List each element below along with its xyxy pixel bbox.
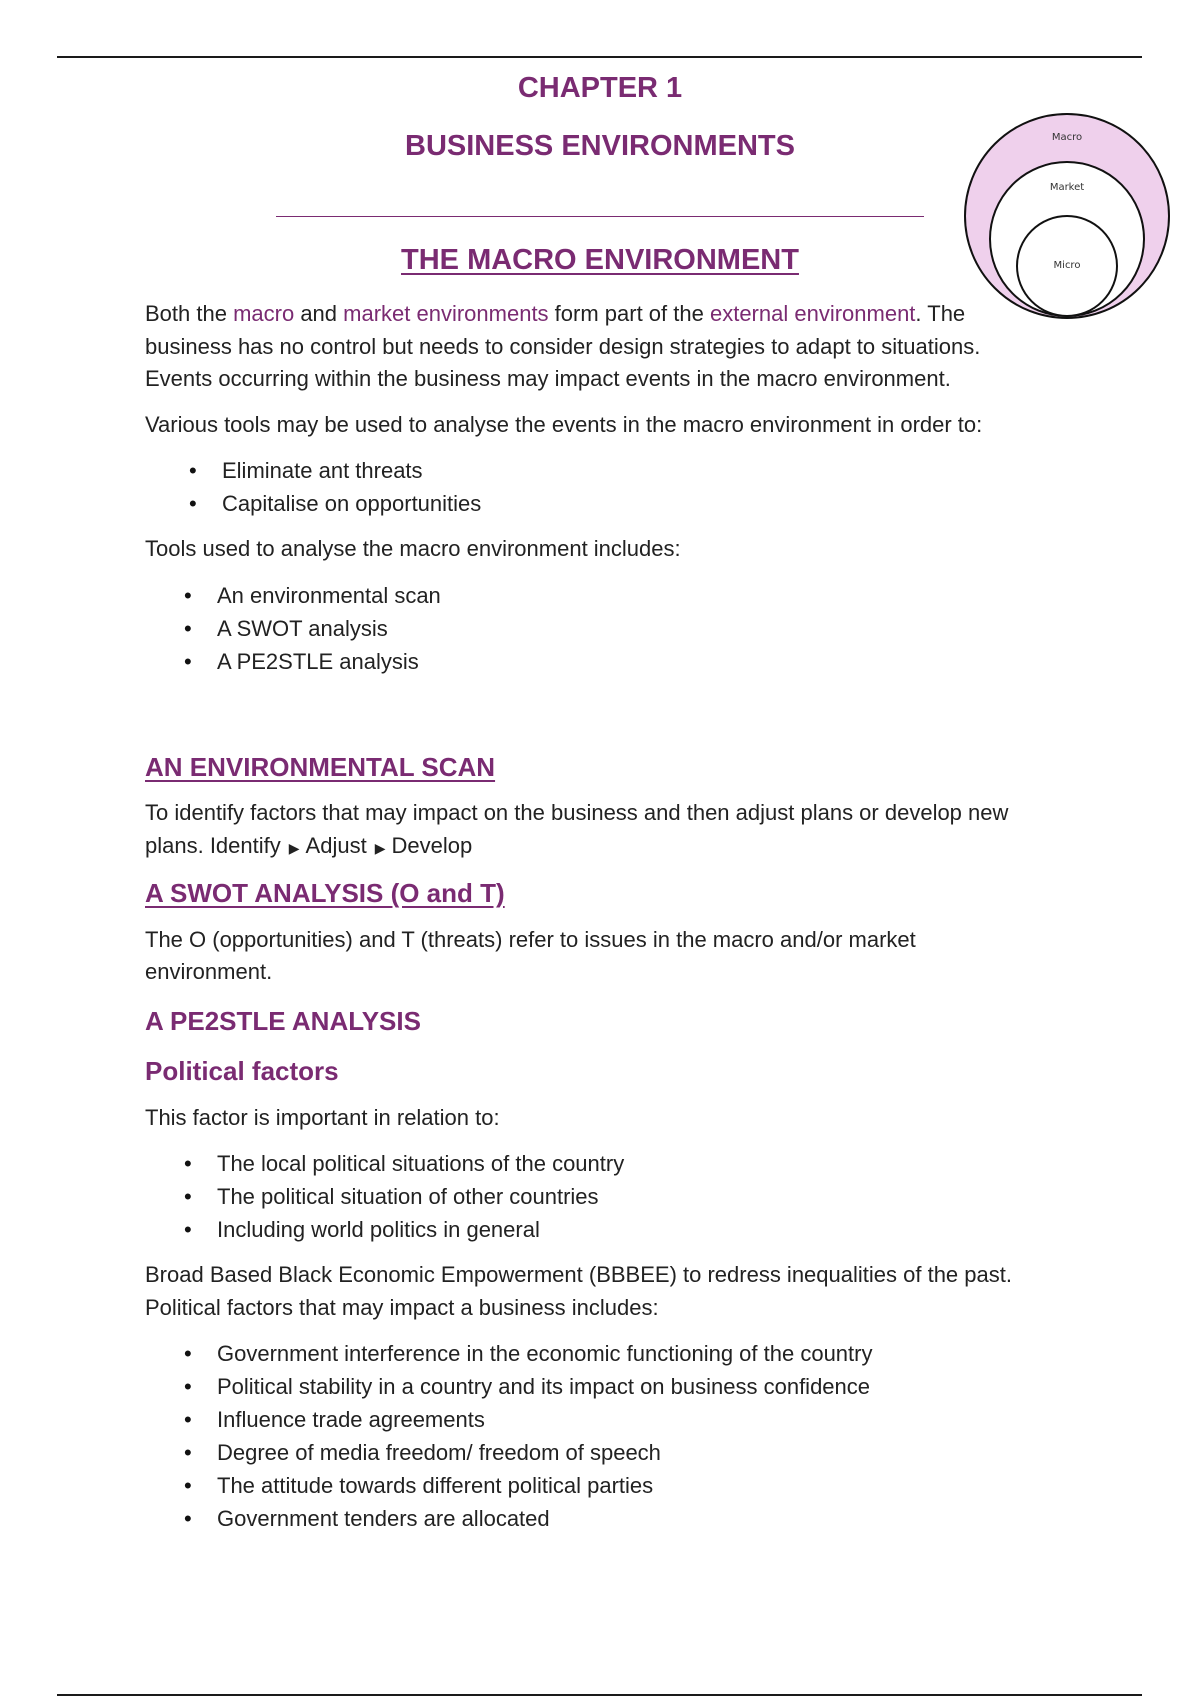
aims-list bbox=[145, 454, 1045, 520]
list-item: • The attitude towards different political parties bbox=[217, 1469, 1045, 1502]
intro-text: form part of the bbox=[548, 301, 710, 326]
political-intro: This factor is important in relation to: bbox=[145, 1104, 500, 1130]
market-label: Market bbox=[1049, 182, 1085, 193]
develop-step: Develop bbox=[391, 832, 473, 858]
adjust-step: Adjust bbox=[305, 832, 367, 858]
list-item: • A PE2STLE analysis bbox=[217, 645, 1045, 678]
top-rule bbox=[57, 56, 1142, 58]
pestle-heading: A PE2STLE ANALYSIS bbox=[145, 1005, 421, 1036]
intro-paragraph bbox=[145, 298, 1045, 396]
arrow-icon: ▶ bbox=[288, 839, 300, 856]
intro-text: Both the bbox=[145, 301, 234, 326]
bottom-rule bbox=[57, 1694, 1142, 1696]
chapter-heading: CHAPTER 1 bbox=[517, 72, 683, 104]
external-term: external environment bbox=[709, 301, 916, 326]
list-item: • The political situation of other countries bbox=[217, 1180, 1045, 1213]
micro-label: Micro bbox=[1053, 260, 1081, 271]
list-item: • Political stability in a country and its impact on business confidence bbox=[217, 1370, 1045, 1403]
list-item: • A SWOT analysis bbox=[217, 612, 1045, 645]
intro-text: and bbox=[294, 301, 344, 326]
list-item: • Degree of media freedom/ freedom of speech bbox=[217, 1436, 1045, 1469]
bbbee-paragraph: Broad Based Black Economic Empowerment (BBBEE) to redress inequalities of the past. Political factors that may impact a business includes: bbox=[145, 1262, 1012, 1320]
tools-list bbox=[145, 579, 1045, 678]
env-scan-text: To identify factors that may impact on the business and then adjust plans or develop new plans. Identify bbox=[145, 800, 1009, 858]
list-item: • Government tenders are allocated bbox=[217, 1502, 1045, 1535]
arrow-icon: ▶ bbox=[374, 839, 386, 856]
list-item: • Influence trade agreements bbox=[217, 1403, 1045, 1436]
list-item: • Including world politics in general bbox=[217, 1213, 1045, 1246]
political-factors-list bbox=[145, 1337, 1045, 1535]
macro-label: Macro bbox=[1051, 132, 1083, 143]
list-item: • Eliminate ant threats bbox=[222, 454, 1045, 487]
intro-text: . The business has no control but needs to consider design strategies to adapt to situations. Events occurring within the business may impact events in the macro environment. bbox=[145, 301, 981, 391]
swot-heading: A SWOT ANALYSIS (O and T) bbox=[145, 878, 505, 908]
list-item: • Government interference in the economic functioning of the country bbox=[217, 1337, 1045, 1370]
environment-circles-diagram bbox=[962, 112, 1177, 322]
page-title: BUSINESS ENVIRONMENTS bbox=[405, 130, 795, 162]
list-item: • An environmental scan bbox=[217, 579, 1045, 612]
list-item: • The local political situations of the country bbox=[217, 1147, 1045, 1180]
market-term: market environments bbox=[343, 301, 549, 326]
title-divider bbox=[276, 216, 924, 217]
tools-intro-paragraph: Tools used to analyse the macro environment includes: bbox=[145, 536, 681, 561]
swot-paragraph: The O (opportunities) and T (threats) refer to issues in the macro and/or market environment. bbox=[145, 926, 916, 984]
list-item: • Capitalise on opportunities bbox=[222, 487, 1045, 520]
env-scan-heading: AN ENVIRONMENTAL SCAN bbox=[145, 751, 496, 782]
section-title: THE MACRO ENVIRONMENT bbox=[401, 244, 799, 276]
macro-term: macro bbox=[233, 301, 295, 326]
political-factors-heading: Political factors bbox=[145, 1056, 339, 1086]
env-scan-paragraph bbox=[145, 797, 1045, 864]
tools-purpose-paragraph: Various tools may be used to analyse the events in the macro environment in order to: bbox=[145, 411, 983, 437]
document-body bbox=[145, 298, 1045, 1548]
political-relations-list bbox=[145, 1147, 1045, 1246]
